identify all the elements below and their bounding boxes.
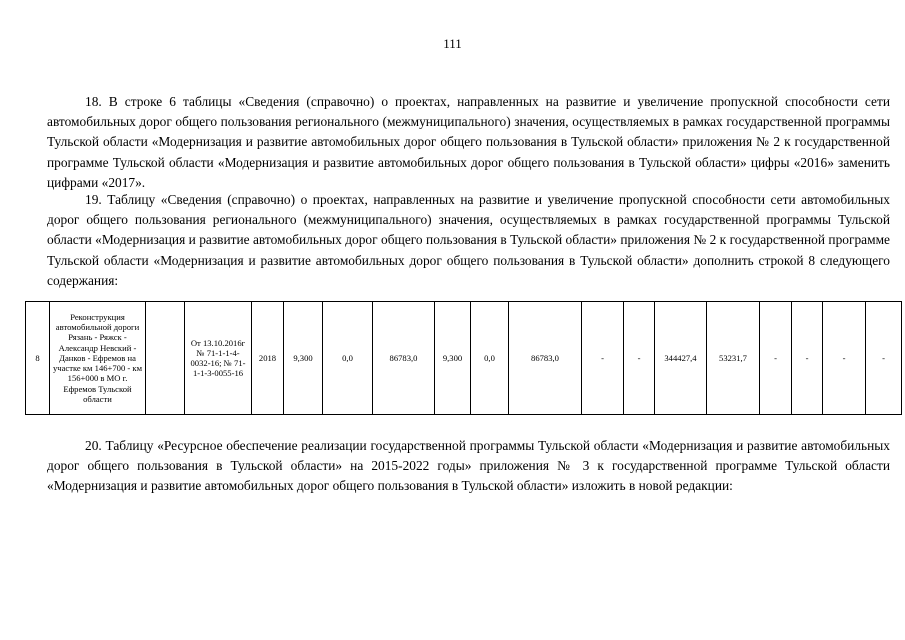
paragraph-20: 20. Таблицу «Ресурсное обеспечение реализации государственной программы Тульской области «Модернизация и развитие автомобильных дорог общего пользования в Тульской области» на 2015-2022 годы» приложения № 3 к государственной программе Тульской области «Модернизация и развитие автомобильных дорог общего пользования в Тульской области» изложить в новой редакции: — [47, 438, 890, 494]
page-number: 111 — [443, 36, 462, 51]
cell-value-1: 0,0 — [323, 302, 373, 415]
cell-empty — [146, 302, 185, 415]
cell-dash-5: - — [823, 302, 866, 415]
cell-dash-3: - — [760, 302, 792, 415]
cell-year: 2018 — [252, 302, 284, 415]
cell-amount-1: 344427,4 — [655, 302, 707, 415]
cell-length-2: 9,300 — [435, 302, 471, 415]
cell-dash-2: - — [624, 302, 655, 415]
cell-dash-4: - — [792, 302, 823, 415]
cell-number: 8 — [26, 302, 50, 415]
cell-amount-2: 53231,7 — [707, 302, 760, 415]
cell-length-1: 9,300 — [284, 302, 323, 415]
paragraph-18: 18. В строке 6 таблицы «Сведения (справочно) о проектах, направленных на развитие и увеличение пропускной способности сети автомобильных дорог общего пользования регионального (межмуниципального) значения, осуществляемых в рамках государственной программы Тульской области «Модернизация и развитие автомобильных дорог общего пользования в Тульской области» приложения № 2 к государственной программе Тульской области «Модернизация и развитие автомобильных дорог общего пользования в Тульской области» цифры «2016» заменить цифрами «2017». — [47, 94, 890, 190]
cell-object-name: Реконструкция автомобильной дороги Рязань - Ряжск - Александр Невский - Данков - Ефремов на участке км 146+700 - км 156+000 в МО г. Ефремов Тульской области — [50, 302, 146, 415]
cell-dash-1: - — [582, 302, 624, 415]
cell-dash-6: - — [866, 302, 902, 415]
cell-document: От 13.10.2016г № 71-1-1-4-0032-16; № 71-1-1-3-0055-16 — [185, 302, 252, 415]
table-row — [26, 302, 902, 415]
paragraph-19: 19. Таблицу «Сведения (справочно) о проектах, направленных на развитие и увеличение пропускной способности сети автомобильных дорог общего пользования регионального (межмуниципального) значения, осуществляемых в рамках государственной программы Тульской области «Модернизация и развитие автомобильных дорог общего пользования в Тульской области» приложения № 2 к государственной программе Тульской области «Модернизация и развитие автомобильных дорог общего пользования в Тульской области» дополнить строкой 8 следующего содержания: — [47, 192, 890, 288]
cell-cost-2: 86783,0 — [509, 302, 582, 415]
cell-cost-1: 86783,0 — [373, 302, 435, 415]
cell-value-2: 0,0 — [471, 302, 509, 415]
inserted-table-row-8 — [25, 301, 902, 415]
